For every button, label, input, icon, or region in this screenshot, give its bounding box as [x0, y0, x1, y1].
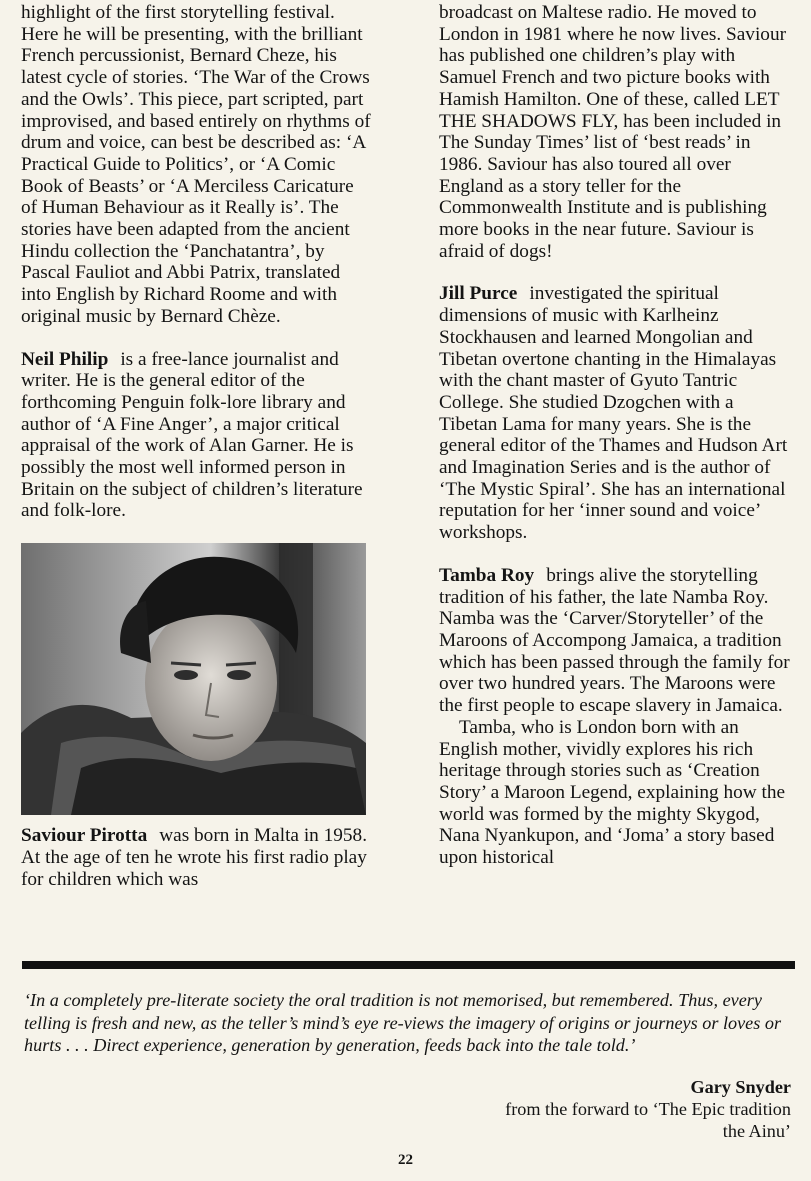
bio-name: Tamba Roy [439, 564, 535, 586]
bio-name: Neil Philip [21, 348, 109, 370]
divider-rule [22, 961, 795, 969]
tamba-roy-bio-continued: Tamba, who is London born with an English mother, vividly explores his rich heritage through stories such as ‘Creation Story’ a Maroon Legend, explaining how the world was formed by the mighty Skygod, Nana Nyankupon, and ‘Joma’ a story based upon historical [439, 716, 786, 869]
bio-text: was born in Malta in 1958. At the age of ten he wrote his first radio play for children which was [21, 825, 368, 890]
epigraph-quote: ‘In a completely pre-literate society the oral tradition is not memorised, but remembered. Thus, every telling is fresh and new, as the teller’s mind’s eye re-views the imagery of origins or journeys or loves or hurts . . . Direct experience, generation by generation, feeds back into the tale told.’ [24, 990, 782, 1055]
quote-source-line-1: from the forward to ‘The Epic tradition [505, 1099, 791, 1119]
right-column [439, 2, 791, 869]
tamba-roy-bio [439, 565, 791, 717]
bio-name: Saviour Pirotta [21, 825, 148, 847]
left-column [21, 2, 373, 890]
saviour-pirotta-bio [21, 825, 373, 890]
bio-text: brings alive the storytelling tradition of his father, the late Namba Roy. Namba was the ‘Carver/Storyteller’ of the Maroons of Accompong Jamaica, a tradition which has been passed through the family for over two hundred years. The Maroons were the first people to escape slavery in Jamaica. [439, 564, 790, 717]
bio-text: is a free-lance journalist and writer. He is the general editor of the forthcoming Penguin folk-lore library and author of ‘A Fine Anger’, a major critical appraisal of the work of Alan Garner. He is possibly the most well informed person in Britain on the subject of children’s literature and folk-lore. [21, 348, 363, 522]
quote-author: Gary Snyder [690, 1077, 791, 1097]
quote-attribution [505, 1076, 791, 1142]
portrait-photo [21, 543, 366, 815]
bio-text: investigated the spiritual dimensions of music with Karlheinz Stockhausen and learned Mongolian and Tibetan overtone chanting in the Himalayas with the chant master of Gyuto Tantric College. She studied Dzogchen with a Tibetan Lama for many years. She is the general editor of the Thames and Hudson Art and Imagination Series and is the author of ‘The Mystic Spiral’. She has an international reputation for her ‘inner sound and voice’ workshops. [439, 283, 788, 544]
bio-name: Jill Purce [439, 283, 518, 305]
quote-source-line-2: the Ainu’ [722, 1121, 791, 1141]
neil-philip-bio [21, 349, 373, 523]
jill-purce-bio [439, 283, 791, 543]
intro-paragraph: highlight of the first storytelling festival. Here he will be presenting, with the brilliant French percussionist, Bernard Cheze, his latest cycle of stories. ‘The War of the Crows and the Owls’. This piece, part scripted, part improvised, and based entirely on rhythms of drum and voice, can best be described as: ‘A Practical Guide to Politics’, or ‘A Comic Book of Beasts’ or ‘A Merciless Caricature of Human Behaviour as it Really is’. The stories have been adapted from the ancient Hindu collection the ‘Panchatantra’, by Pascal Fauliot and Abbi Patrix, translated into English by Richard Roome and with original music by Bernard Chèze. [21, 2, 371, 327]
saviour-bio-continued: broadcast on Maltese radio. He moved to London in 1981 where he now lives. Saviour has published one children’s play with Samuel French and two picture books with Hamish Hamilton. One of these, called LET THE SHADOWS FLY, has been included in The Sunday Times’ list of ‘best reads’ in 1986. Saviour has also toured all over England as a story teller for the Commonwealth Institute and is publishing more books in the near future. Saviour is afraid of dogs! [439, 2, 787, 262]
page-number: 22 [398, 1152, 413, 1168]
